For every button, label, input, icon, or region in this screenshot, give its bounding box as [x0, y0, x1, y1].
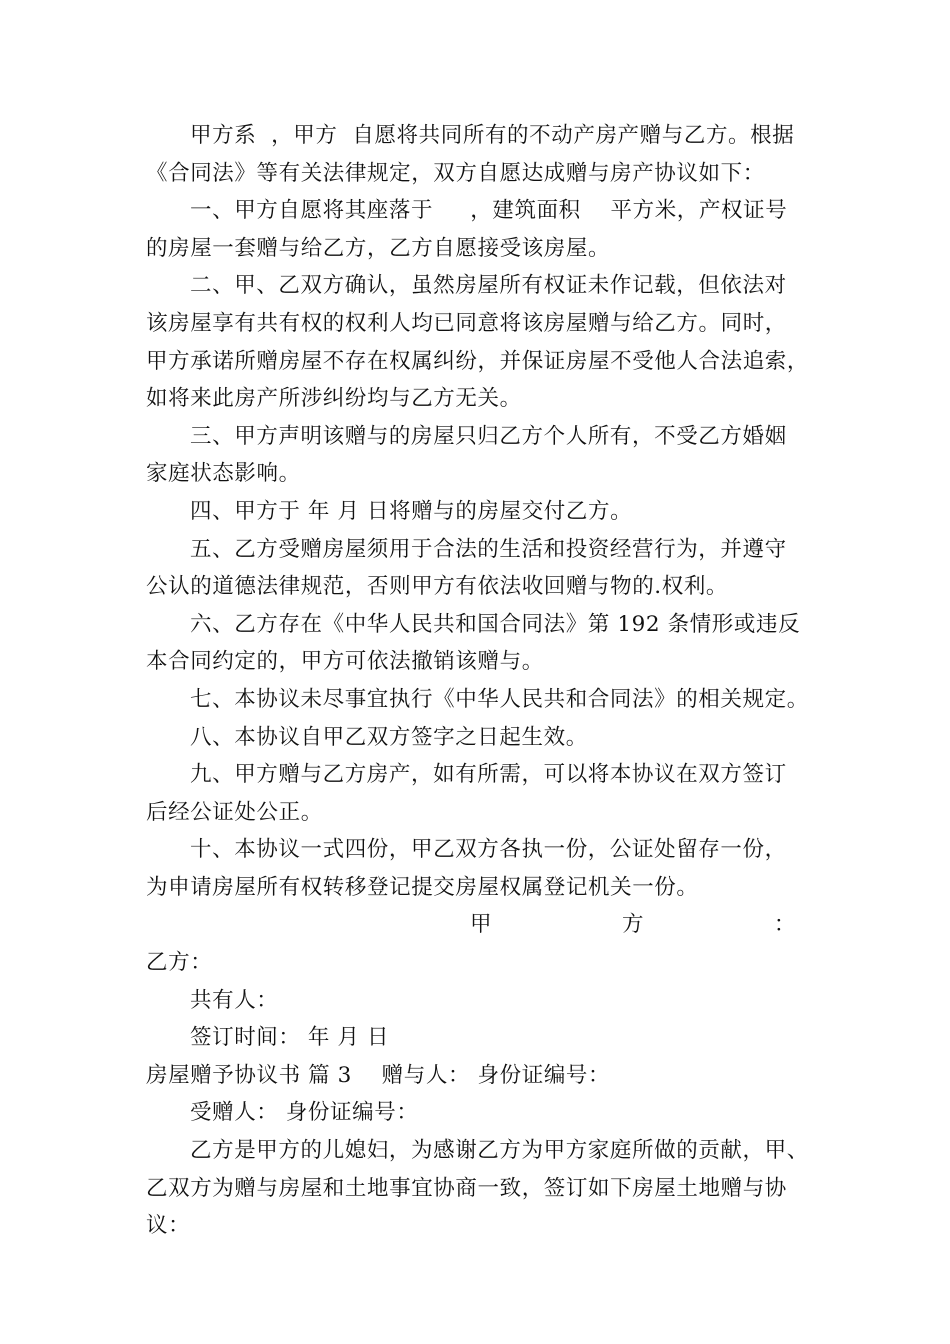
clause-2-line: 该房屋享有共有权的权利人均已同意将该房屋赠与给乙方。同时，: [146, 310, 787, 336]
clause-2-line: 甲方承诺所赠房屋不存在权属纠纷，并保证房屋不受他人合法追索，: [146, 348, 810, 374]
clause-7-line: 七、本协议未尽事宜执行《中华人民共和合同法》的相关规定。: [190, 686, 809, 712]
party-a-char-2: 方: [621, 912, 645, 938]
party-b-signature-label: 乙方：: [146, 950, 213, 976]
section-3-heading: 房屋赠予协议书 篇 3 赠与人： 身份证编号：: [146, 1062, 611, 1088]
clause-1-line: 的房屋一套赠与给乙方，乙方自愿接受该房屋。: [146, 235, 611, 261]
clause-2-line: 二、甲、乙双方确认，虽然房屋所有权证未作记载，但依法对: [190, 273, 787, 299]
section-3-intro-line: 议：: [146, 1213, 191, 1239]
sign-date-label: 签订时间： 年 月 日: [190, 1025, 390, 1051]
section-3-intro-line: 乙方是甲方的儿媳妇，为感谢乙方为甲方家庭所做的贡献，甲、: [190, 1138, 809, 1164]
party-a-signature-label: [146, 906, 826, 944]
party-a-char-1: 甲: [470, 912, 493, 938]
party-a-colon: ：: [773, 912, 796, 938]
clause-10-line: 为申请房屋所有权转移登记提交房屋权属登记机关一份。: [146, 874, 699, 900]
clause-1-line: 一、甲方自愿将其座落于 ，建筑面积 平方米，产权证号: [190, 198, 788, 224]
clause-5-line: 五、乙方受赠房屋须用于合法的生活和投资经营行为，并遵守: [190, 536, 787, 562]
clause-3-line: 家庭状态影响。: [146, 461, 301, 487]
clause-6-line: 六、乙方存在《中华人民共和国合同法》第 192 条情形或违反: [190, 611, 801, 637]
clause-6-line: 本合同约定的，甲方可依法撤销该赠与。: [146, 649, 544, 675]
clause-2-line: 如将来此房产所涉纠纷均与乙方无关。: [146, 386, 522, 412]
clause-4-line: 四、甲方于 年 月 日将赠与的房屋交付乙方。: [190, 498, 633, 524]
clause-10-line: 十、本协议一式四份，甲乙双方各执一份，公证处留存一份，: [190, 837, 787, 863]
document-page: [146, 117, 826, 1245]
recipient-line: 受赠人： 身份证编号：: [190, 1100, 419, 1126]
clause-9-line: 后经公证处公正。: [146, 799, 323, 825]
co-owner-label: 共有人：: [190, 987, 279, 1013]
section-3-intro-line: 乙双方为赠与房屋和土地事宜协商一致，签订如下房屋土地赠与协: [146, 1175, 787, 1201]
clause-5-line: 公认的道德法律规范，否则甲方有依法收回赠与物的.权利。: [146, 574, 729, 600]
paragraph-intro-line: 《合同法》等有关法律规定，双方自愿达成赠与房产协议如下：: [146, 160, 765, 186]
paragraph-intro-line: 甲方系 ，甲方 自愿将共同所有的不动产房产赠与乙方。根据: [190, 123, 795, 148]
clause-9-line: 九、甲方赠与乙方房产，如有所需，可以将本协议在双方签订: [190, 762, 787, 788]
clause-8-line: 八、本协议自甲乙双方签字之日起生效。: [190, 724, 588, 750]
clause-3-line: 三、甲方声明该赠与的房屋只归乙方个人所有，不受乙方婚姻: [190, 423, 787, 449]
